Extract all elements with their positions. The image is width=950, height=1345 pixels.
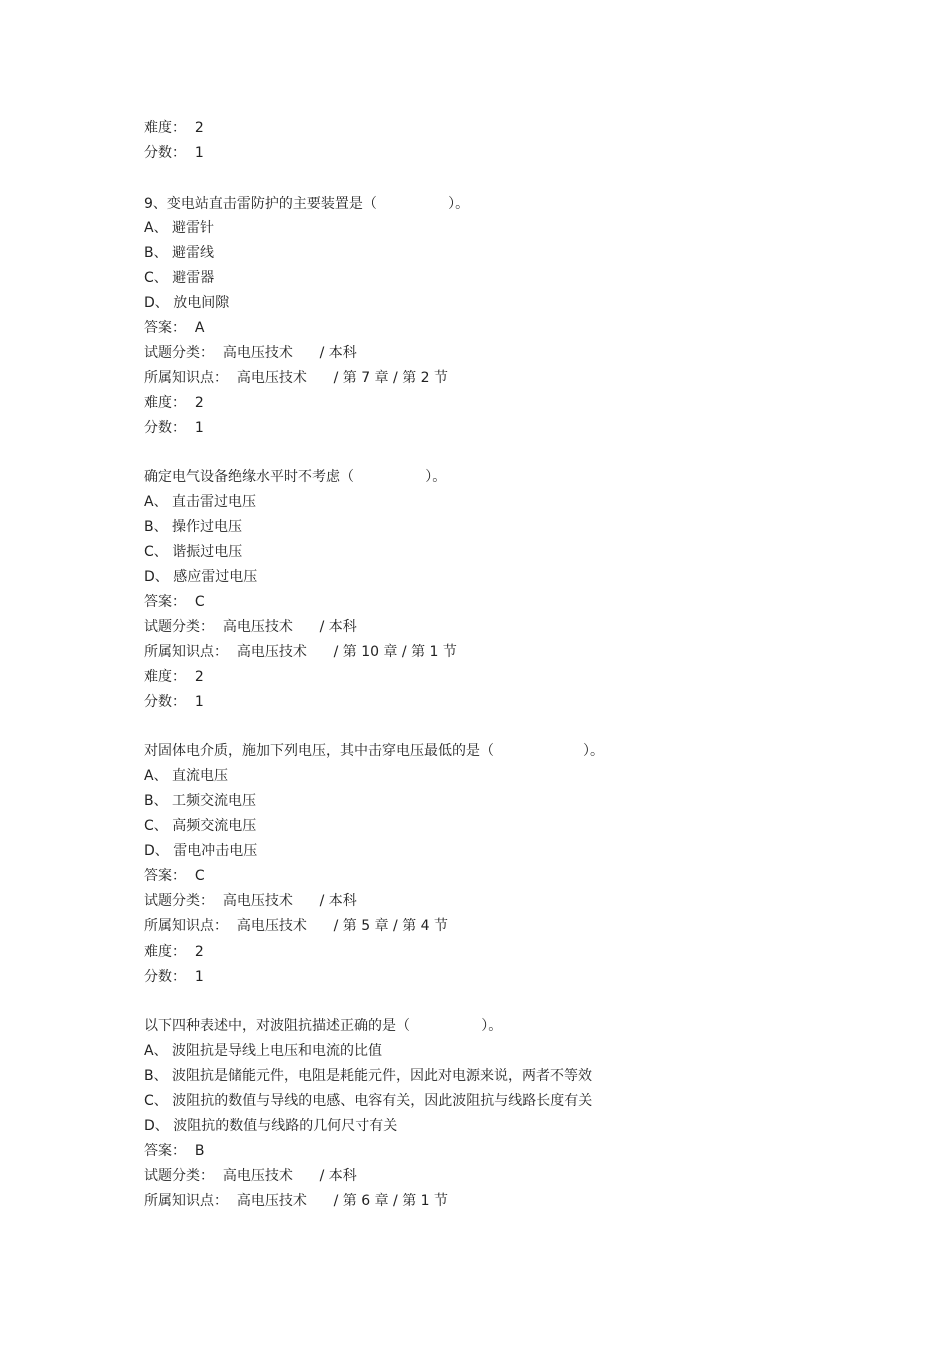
question-9-option-d: D、 放电间隙: [144, 295, 230, 311]
question-12-option-c: C、 波阻抗的数值与导线的电感、电容有关，因此波阻抗与线路长度有关: [144, 1093, 593, 1109]
question-9-difficulty: 难度： 2: [144, 395, 204, 411]
question-9-option-b: B、 避雷线: [144, 245, 215, 261]
question-10-difficulty: 难度： 2: [144, 669, 204, 685]
question-12-option-d: D、 波阻抗的数值与线路的几何尺寸有关: [144, 1118, 398, 1134]
question-9-answer: 答案： A: [144, 320, 205, 336]
question-11-knowledge-point: 所属知识点： 高电压技术 / 第 5 章 / 第 4 节: [144, 918, 449, 934]
question-10-category: 试题分类： 高电压技术 / 本科: [144, 619, 357, 635]
question-9-option-a: A、 避雷针: [144, 220, 215, 236]
question-11-option-c: C、 高频交流电压: [144, 818, 257, 834]
question-11-score: 分数： 1: [144, 969, 204, 985]
difficulty-line: 难度： 2: [144, 120, 204, 136]
question-12-knowledge-point: 所属知识点： 高电压技术 / 第 6 章 / 第 1 节: [144, 1193, 449, 1209]
question-9-knowledge-point: 所属知识点： 高电压技术 / 第 7 章 / 第 2 节: [144, 370, 449, 386]
question-9-option-c: C、 避雷器: [144, 270, 215, 286]
question-11-answer: 答案： C: [144, 868, 205, 884]
question-10-option-b: B、 操作过电压: [144, 519, 243, 535]
question-10-stem: 确定电气设备绝缘水平时不考虑（ ）。: [144, 469, 447, 485]
question-11-category: 试题分类： 高电压技术 / 本科: [144, 893, 357, 909]
question-9-stem: 9、变电站直击雷防护的主要装置是（ ）。: [144, 196, 470, 212]
question-12-answer: 答案： B: [144, 1143, 205, 1159]
question-10-option-d: D、 感应雷过电压: [144, 569, 258, 585]
question-12-stem: 以下四种表述中，对波阻抗描述正确的是（ ）。: [144, 1018, 503, 1034]
question-11-option-a: A、 直流电压: [144, 768, 229, 784]
score-line: 分数： 1: [144, 145, 204, 161]
question-9-score: 分数： 1: [144, 420, 204, 436]
question-9-category: 试题分类： 高电压技术 / 本科: [144, 345, 357, 361]
question-12-option-a: A、 波阻抗是导线上电压和电流的比值: [144, 1043, 383, 1059]
question-12-category: 试题分类： 高电压技术 / 本科: [144, 1168, 357, 1184]
question-10-knowledge-point: 所属知识点： 高电压技术 / 第 10 章 / 第 1 节: [144, 644, 457, 660]
question-11-option-b: B、 工频交流电压: [144, 793, 257, 809]
question-11-stem: 对固体电介质，施加下列电压，其中击穿电压最低的是（ ）。: [144, 743, 605, 759]
question-10-option-c: C、 谐振过电压: [144, 544, 243, 560]
question-11-difficulty: 难度： 2: [144, 944, 204, 960]
question-11-option-d: D、 雷电冲击电压: [144, 843, 258, 859]
question-12-option-b: B、 波阻抗是储能元件，电阻是耗能元件，因此对电源来说，两者不等效: [144, 1068, 593, 1084]
question-10-score: 分数： 1: [144, 694, 204, 710]
question-10-option-a: A、 直击雷过电压: [144, 494, 257, 510]
question-10-answer: 答案： C: [144, 594, 205, 610]
